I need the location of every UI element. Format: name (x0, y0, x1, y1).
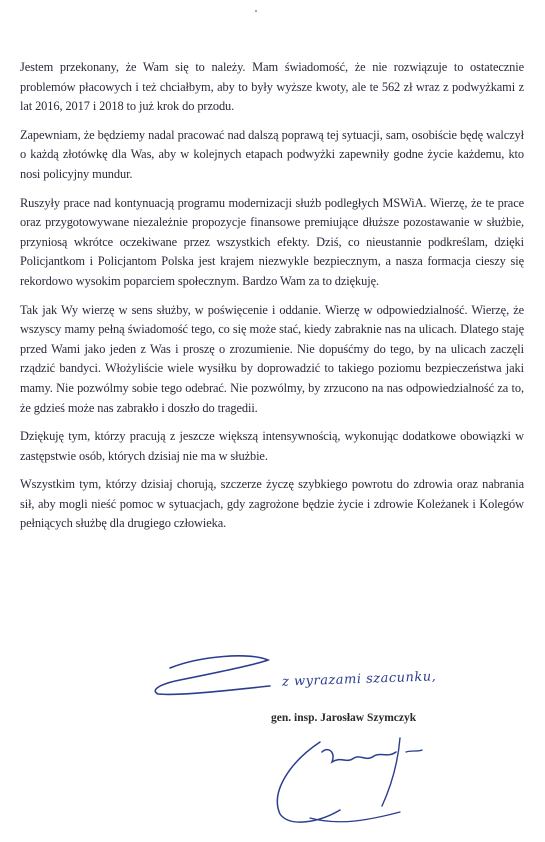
handwritten-signature (250, 722, 440, 832)
paragraph-5: Dziękuję tym, którzy pracują z jeszcze większą intensywnością, wykonując dodatkowe obowiązki w zastępstwie osób, których dzisiaj nie ma w służbie. (20, 429, 524, 463)
scan-speck (255, 10, 257, 12)
paragraph-2: Zapewniam, że będziemy nadal pracować nad dalszą poprawą tej sytuacji, sam, osobiście będę walczył o każdą złotówkę dla Was, aby w kolejnych etapach podwyżki zapewniły godne życie każdemu, kto nosi policyjny mundur. (20, 127, 524, 181)
paragraph-1: Jestem przekonany, że Wam się to należy. Mam świadomość, że nie rozwiązuje to ostatecznie problemów płacowych i też chciałbym, aby to były wyższe kwoty, ale te 562 zł wraz z podwyżkami z lat 2016, 2017 i 2018 to już krok do przodu. (20, 60, 524, 114)
paragraph-3: Ruszyły prace nad kontynuacją programu modernizacji służb podległych MSWiA. Wierzę, że te prace oraz przygotowywane niezależnie propozycje finansowe premiujące dłuższe pozostawanie w służbie, przyniosą wkrótce oczekiwane przez wszystkich efekty. Dziś, co nieustannie podkreślam, dzięki Policjantkom i Policjantom Polska jest krajem niezwykle bezpiecznym, a nasza formacja cieszy się rekordowo wysokim poparciem społecznym. Bardzo Wam za to dziękuję. (20, 195, 524, 288)
paragraph-4: Tak jak Wy wierzę w sens służby, w poświęcenie i oddanie. Wierzę w odpowiedzialność. Wierzę, że wszyscy mamy pełną świadomość tego, co się może stać, kiedy zabraknie nas na ulicach. Dlatego staję przed Wami jako jeden z Was i proszę o zrozumienie. Nie dopuśćmy do tego, by na ulicach zaczęli rządzić bandyci. Włożyliście wiele wysiłku by doprowadzić to takiego poziomu bezpieczeństwa jaki mamy. Nie pozwólmy sobie tego odebrać. Nie pozwólmy, by zrzucono na nas odpowiedzialność za to, że gdzieś może nas zabrakło i doszło do tragedii. (20, 302, 524, 415)
pen-flourish (140, 650, 280, 700)
signatory-name: gen. insp. Jarosław Szymczyk (271, 712, 417, 724)
letter-body (20, 58, 524, 543)
handwritten-closing: z wyrazami szacunku, (281, 669, 437, 690)
paragraph-6: Wszystkim tym, którzy dzisiaj chorują, szczerze życzę szybkiego powrotu do zdrowia oraz nabrania sił, aby mogli nieść pomoc w sytuacjach, gdy zagrożone będzie życie i zdrowie Koleżanek i Kolegów pełniących służbę dla drugiego człowieka. (20, 477, 524, 531)
